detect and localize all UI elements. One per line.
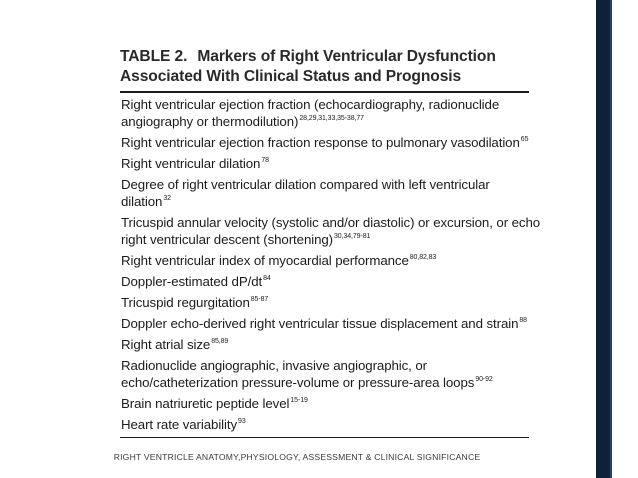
row-reference: 80,82,83 <box>409 254 437 261</box>
row-text: Doppler echo-derived right ventricular tissue displacement and strain <box>121 316 519 331</box>
table-row <box>121 395 541 412</box>
row-text: Heart rate variability <box>121 417 238 432</box>
slide-edge-bar <box>596 0 610 478</box>
table-row <box>121 336 541 353</box>
row-reference: 93 <box>238 418 246 425</box>
row-text: Degree of right ventricular dilation compared with left ventricular dilation <box>121 177 490 209</box>
row-reference: 85,89 <box>211 338 229 345</box>
row-text: Tricuspid annular velocity (systolic and/or diastolic) or excursion, or echo right ventricular descent (shortening) <box>121 215 541 247</box>
table-row <box>121 294 541 311</box>
row-reference: 90-92 <box>475 376 493 383</box>
row-reference: 84 <box>263 275 271 282</box>
row-text: Brain natriuretic peptide level <box>121 396 290 411</box>
table-row <box>121 416 541 433</box>
table-row <box>121 155 541 172</box>
row-text: Right ventricular ejection fraction response to pulmonary vasodilation <box>121 135 520 150</box>
table-rows <box>121 96 541 437</box>
row-text: Right ventricular index of myocardial performance <box>121 253 409 268</box>
table-label: TABLE 2. <box>120 48 188 65</box>
row-reference: 78 <box>261 157 269 164</box>
row-reference: 65 <box>520 136 529 143</box>
table-row <box>121 273 541 290</box>
table-top-rule <box>120 91 529 93</box>
table-title <box>120 47 540 87</box>
row-reference: 15-19 <box>290 397 308 404</box>
row-text: Radionuclide angiographic, invasive angiographic, or echo/catheterization pressure-volume or pressure-area loops <box>121 358 475 390</box>
table-row <box>121 252 541 269</box>
table-row <box>121 134 541 151</box>
row-reference: 28,29,31,33,35-38,77 <box>299 115 364 122</box>
row-reference: 30,34,79-81 <box>334 233 371 240</box>
table-row <box>121 176 541 210</box>
table-row <box>121 214 541 248</box>
row-text: Right ventricular ejection fraction (echocardiography, radionuclide angiography or thermodilution) <box>121 97 500 129</box>
table-title-text: Markers of Right Ventricular Dysfunction Associated With Clinical Status and Prognosis <box>120 48 496 85</box>
row-reference: 32 <box>163 195 171 202</box>
row-text: Right ventricular dilation <box>121 156 261 171</box>
row-reference: 88 <box>519 317 527 324</box>
table-row <box>121 357 541 391</box>
row-text: Doppler-estimated dP/dt <box>121 274 263 289</box>
table-row <box>121 315 541 332</box>
row-text: Right atrial size <box>121 337 211 352</box>
slide-edge-bar-inner <box>610 0 612 478</box>
table-bottom-rule <box>120 437 529 438</box>
row-text: Tricuspid regurgitation <box>121 295 250 310</box>
slide-footer: RIGHT VENTRICLE ANATOMY,PHYSIOLOGY, ASSESSMENT & CLINICAL SIGNIFICANCE <box>113 452 481 462</box>
row-reference: 85-87 <box>250 296 269 303</box>
table-row <box>121 96 541 130</box>
